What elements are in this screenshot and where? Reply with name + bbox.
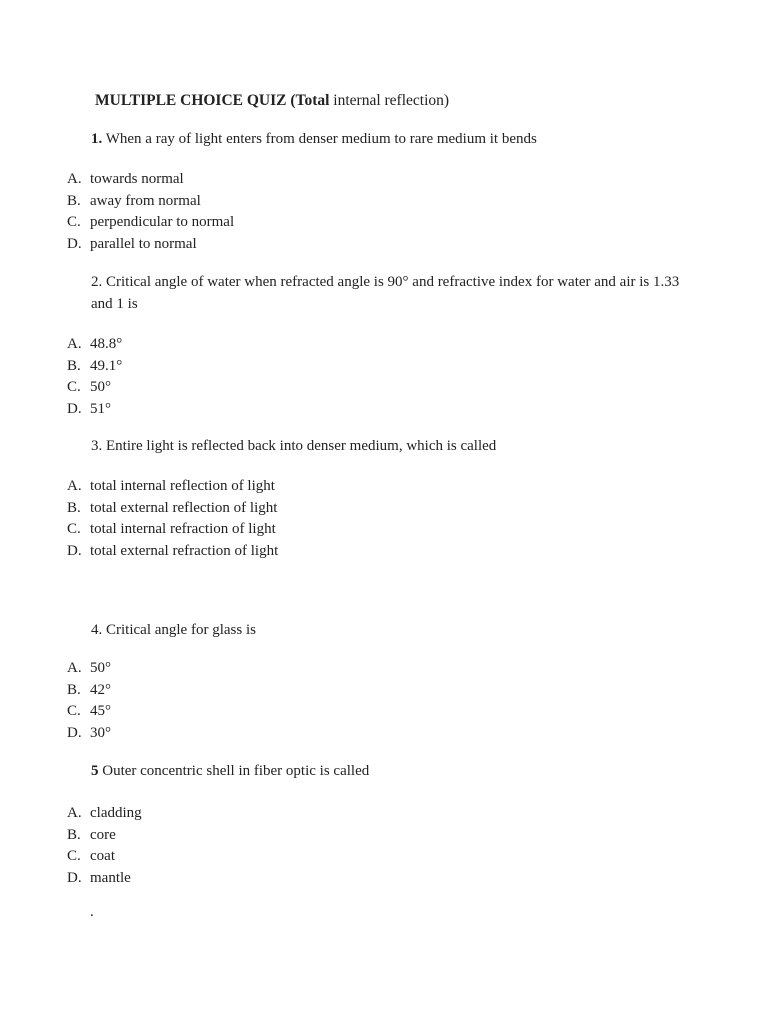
option-text: perpendicular to normal bbox=[90, 214, 235, 231]
option-text: 50° bbox=[90, 660, 111, 676]
question-number: 4. bbox=[91, 622, 103, 638]
question-4 bbox=[91, 620, 681, 642]
option-text: 51° bbox=[90, 401, 111, 418]
question-number: 3. bbox=[91, 438, 103, 454]
option-c bbox=[67, 212, 234, 234]
options-list-1 bbox=[67, 169, 234, 256]
option-letter: C. bbox=[67, 521, 81, 538]
option-letter: A. bbox=[67, 660, 82, 676]
option-a bbox=[67, 476, 278, 498]
option-letter: A. bbox=[67, 336, 82, 352]
options-list-4 bbox=[67, 658, 111, 745]
question-text: Critical angle for glass is bbox=[102, 622, 256, 638]
option-text: total external refraction of light bbox=[90, 543, 279, 560]
option-letter: C. bbox=[67, 848, 81, 865]
option-letter: A. bbox=[67, 478, 82, 494]
option-letter: A. bbox=[67, 171, 82, 187]
option-text: core bbox=[90, 826, 116, 843]
question-text: Outer concentric shell in fiber optic is called bbox=[98, 763, 370, 779]
options-list-3 bbox=[67, 476, 278, 563]
option-letter: B. bbox=[67, 357, 81, 374]
page-title bbox=[95, 92, 449, 110]
option-text: 30° bbox=[90, 725, 111, 742]
trailing-mark: . bbox=[90, 904, 94, 920]
question-text: Entire light is reflected back into denser medium, which is called bbox=[102, 438, 497, 454]
option-text: 48.8° bbox=[90, 336, 123, 352]
title-bold-part: MULTIPLE CHOICE QUIZ (Total bbox=[95, 92, 330, 109]
option-letter: A. bbox=[67, 805, 82, 821]
option-text: total internal refraction of light bbox=[90, 521, 276, 538]
option-letter: D. bbox=[67, 401, 82, 418]
option-text: 42° bbox=[90, 681, 111, 698]
option-letter: D. bbox=[67, 725, 82, 742]
option-letter: D. bbox=[67, 543, 82, 560]
option-letter: D. bbox=[67, 236, 82, 253]
question-2 bbox=[91, 272, 681, 315]
option-text: 49.1° bbox=[90, 357, 123, 374]
option-d bbox=[67, 234, 234, 256]
option-a bbox=[67, 803, 142, 825]
option-a bbox=[67, 658, 111, 680]
option-letter: C. bbox=[67, 379, 81, 396]
option-letter: B. bbox=[67, 192, 81, 209]
question-5 bbox=[91, 761, 681, 783]
question-text: When a ray of light enters from denser medium to rare medium it bends bbox=[102, 131, 537, 147]
question-text: Critical angle of water when refracted angle is 90° and refractive index for water and air is 1.33 and 1 is bbox=[91, 274, 680, 312]
title-normal-part: internal reflection) bbox=[329, 92, 450, 109]
option-b bbox=[67, 498, 278, 520]
option-letter: C. bbox=[67, 703, 81, 720]
option-letter: B. bbox=[67, 681, 81, 698]
option-letter: D. bbox=[67, 870, 82, 887]
option-letter: B. bbox=[67, 826, 81, 843]
question-number: 2. bbox=[91, 274, 103, 290]
option-text: total internal reflection of light bbox=[90, 478, 275, 494]
option-a bbox=[67, 169, 234, 191]
option-d bbox=[67, 723, 111, 745]
option-text: coat bbox=[90, 848, 115, 865]
option-text: total external reflection of light bbox=[90, 499, 278, 516]
option-text: 50° bbox=[90, 379, 111, 396]
question-number: 5 bbox=[91, 763, 99, 779]
options-list-2 bbox=[67, 334, 122, 421]
option-c bbox=[67, 701, 111, 723]
option-d bbox=[67, 541, 278, 563]
option-text: parallel to normal bbox=[90, 236, 197, 253]
option-letter: C. bbox=[67, 214, 81, 231]
option-text: mantle bbox=[90, 870, 131, 887]
option-a bbox=[67, 334, 122, 356]
option-b bbox=[67, 356, 122, 378]
option-c bbox=[67, 846, 142, 868]
option-text: away from normal bbox=[90, 192, 201, 209]
option-text: towards normal bbox=[90, 171, 184, 187]
option-c bbox=[67, 519, 278, 541]
option-text: 45° bbox=[90, 703, 111, 720]
option-b bbox=[67, 680, 111, 702]
option-b bbox=[67, 825, 142, 847]
option-d bbox=[67, 399, 122, 421]
option-text: cladding bbox=[90, 805, 142, 821]
option-d bbox=[67, 868, 142, 890]
question-number: 1. bbox=[91, 131, 103, 147]
question-3 bbox=[91, 436, 681, 458]
question-1 bbox=[91, 129, 681, 151]
options-list-5 bbox=[67, 803, 142, 890]
option-b bbox=[67, 191, 234, 213]
option-c bbox=[67, 377, 122, 399]
option-letter: B. bbox=[67, 499, 81, 516]
